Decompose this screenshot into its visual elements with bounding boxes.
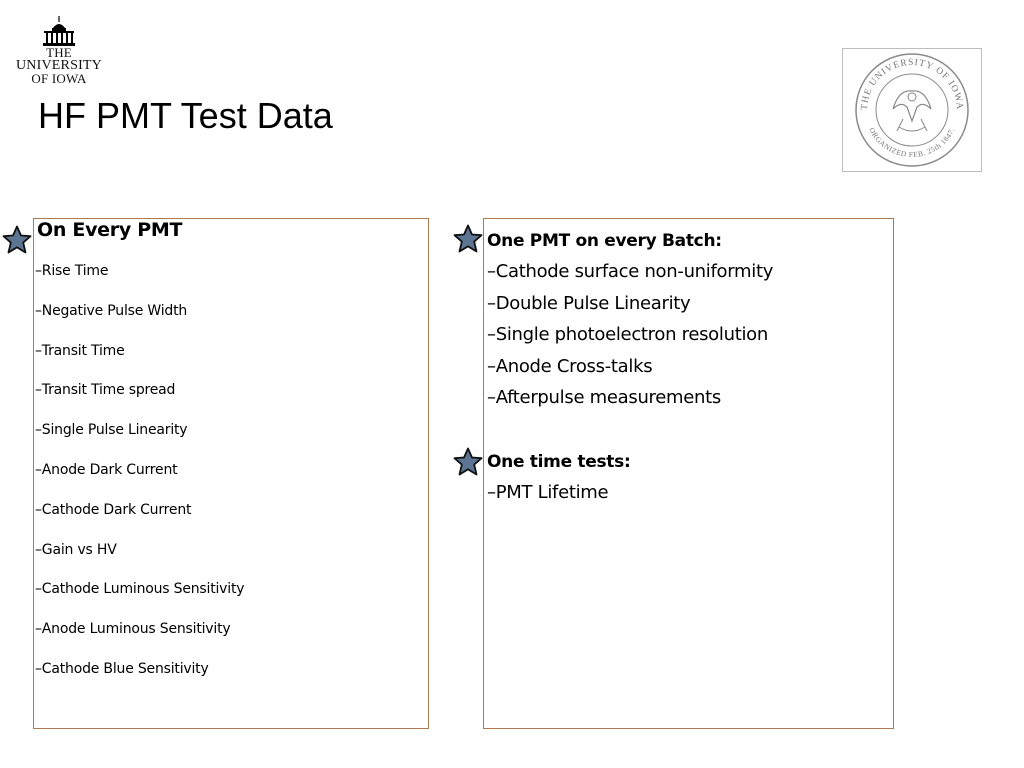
list-item: –PMT Lifetime: [487, 482, 609, 503]
svg-text:THE UNIVERSITY OF IOWA: [860, 58, 964, 110]
list-item: –Cathode Dark Current: [35, 501, 192, 518]
logo-text-of-iowa: OF IOWA: [31, 71, 87, 86]
list-item: –Transit Time: [35, 342, 125, 359]
list-item: –Single Pulse Linearity: [35, 422, 188, 439]
seal-top-text: THE UNIVERSITY OF IOWA: [859, 57, 965, 111]
onetime-heading: One time tests:: [487, 452, 631, 472]
every-pmt-list: [35, 263, 244, 701]
list-item: –Gain vs HV: [35, 541, 117, 558]
list-item: –Afterpulse measurements: [487, 387, 721, 408]
seal-icon: [843, 49, 981, 171]
list-item: –Negative Pulse Width: [35, 302, 188, 319]
batch-heading: One PMT on every Batch:: [487, 231, 722, 251]
list-item: –Cathode surface non-uniformity: [487, 261, 774, 282]
every-pmt-panel: [33, 218, 429, 729]
list-item: –Anode Dark Current: [35, 461, 178, 478]
batch-tests-panel: [483, 218, 894, 729]
list-item: –Rise Time: [35, 263, 109, 279]
list-item: –Double Pulse Linearity: [487, 293, 691, 314]
list-item: –Anode Luminous Sensitivity: [35, 621, 231, 638]
seal-bottom-text: ORGANIZED FEB. 25th 1847.: [867, 126, 957, 160]
university-logo: [16, 16, 102, 96]
building-logo-icon: [40, 16, 78, 46]
logo-text-the: THE: [46, 45, 72, 60]
star-icon: [453, 224, 483, 254]
star-icon: [453, 447, 483, 477]
page-title: HF PMT Test Data: [38, 95, 333, 136]
star-icon: [2, 225, 32, 255]
list-item: –Transit Time spread: [35, 382, 176, 399]
list-item: –Anode Cross-talks: [487, 356, 653, 377]
university-seal: [842, 48, 982, 172]
list-item: –Cathode Blue Sensitivity: [35, 660, 209, 677]
every-pmt-heading: On Every PMT: [37, 219, 183, 241]
logo-text-university: UNIVERSITY: [16, 58, 102, 73]
list-item: –Single photoelectron resolution: [487, 324, 768, 345]
list-item: –Cathode Luminous Sensitivity: [35, 581, 245, 598]
